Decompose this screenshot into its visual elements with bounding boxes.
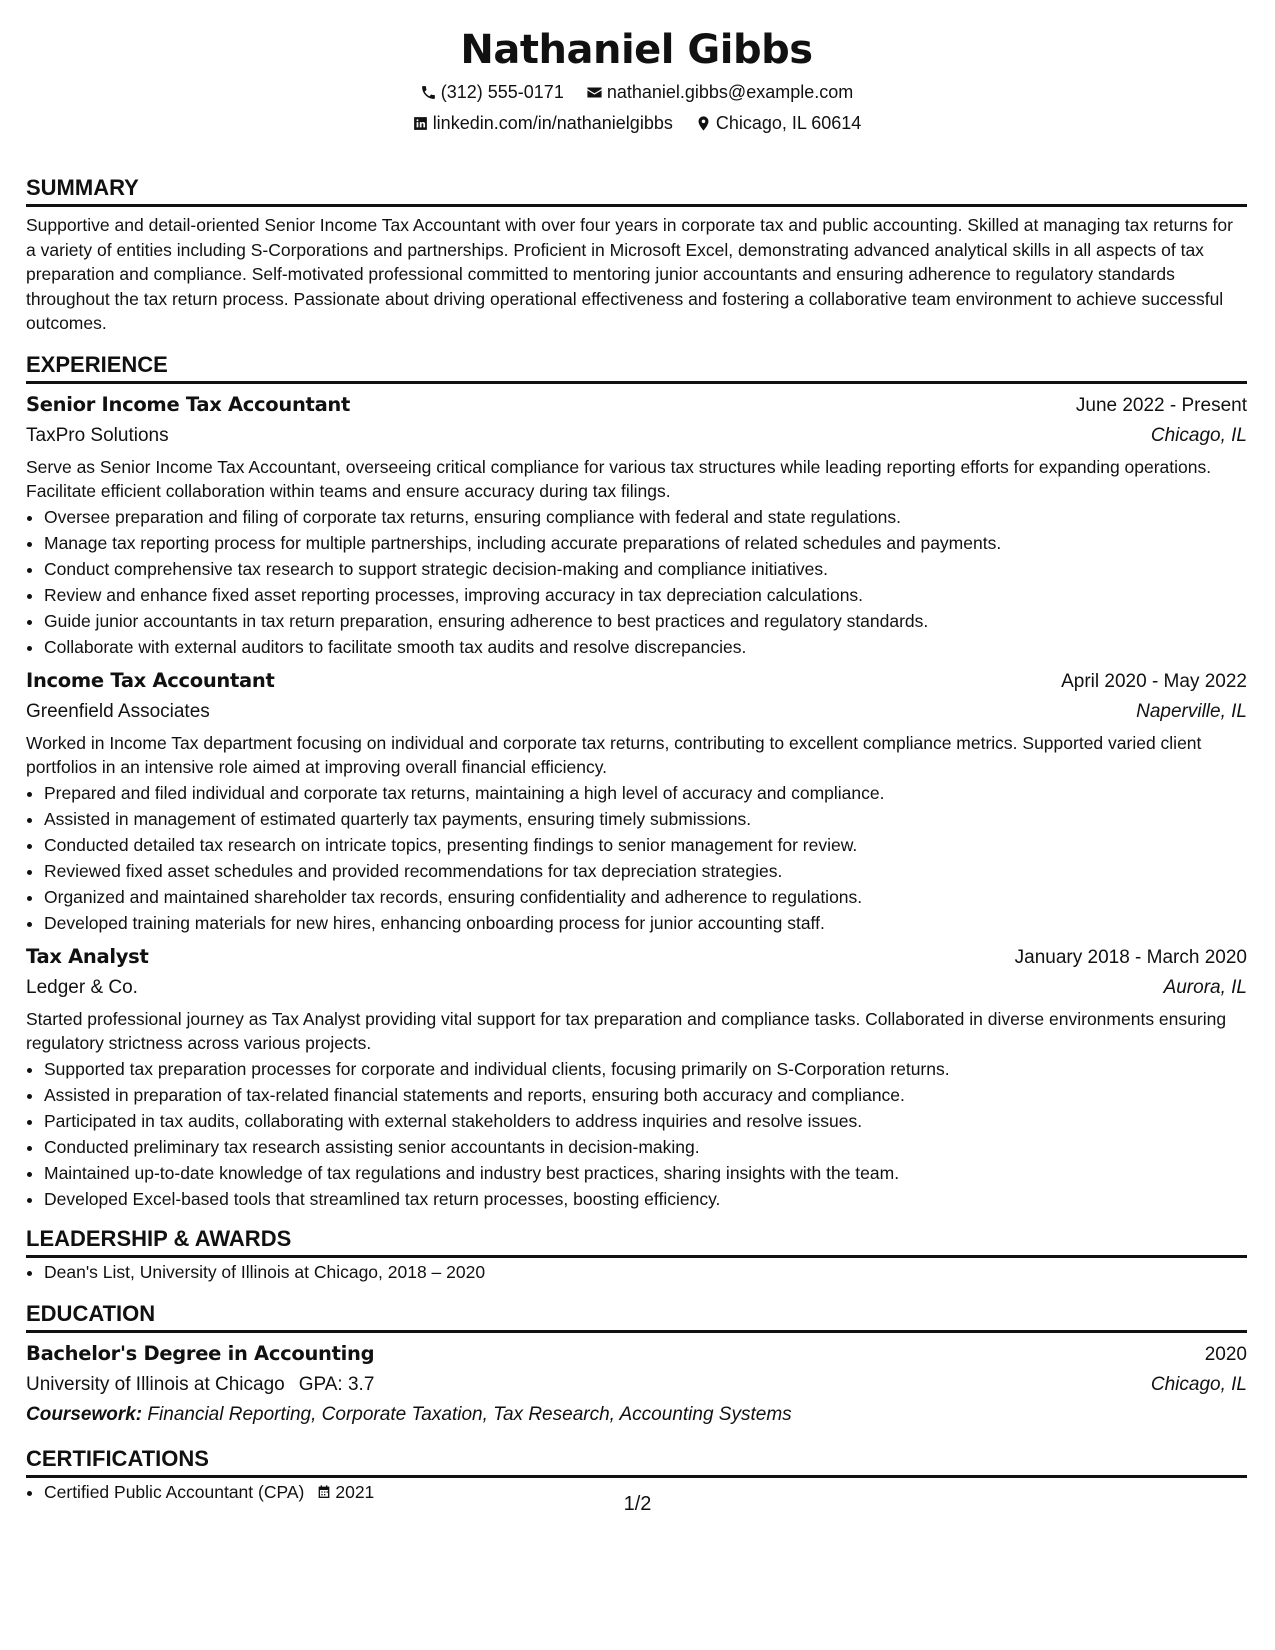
job-location: Naperville, IL [1136,700,1247,722]
email-item[interactable] [586,80,853,104]
job-dates: January 2018 - March 2020 [1014,946,1247,968]
certification-year: 2021 [335,1481,375,1502]
bullet-item: • Participated in tax audits, collaborating with external stakeholders to address inquiries and resolve issues. [44,1108,1247,1134]
school-line [26,1370,374,1400]
job-dates: June 2022 - Present [1075,394,1247,416]
job-dates: April 2020 - May 2022 [1061,670,1247,692]
job-title: Income Tax Accountant [26,668,275,692]
linkedin-item[interactable] [412,111,673,135]
leadership-list [26,1259,1247,1285]
location-item [695,111,861,135]
bullet-item: • Maintained up-to-date knowledge of tax regulations and industry best practices, sharing insights with the team. [44,1160,1247,1186]
map-pin-icon [695,115,712,132]
bullet-item: • Organized and maintained shareholder tax records, ensuring confidentiality and adherence to regulations. [44,884,1247,910]
job-description: Serve as Senior Income Tax Accountant, overseeing critical compliance for various tax structures while leading reporting efforts for expanding operations. Facilitate efficient collaboration within teams and ensure accuracy during tax filings. [26,456,1212,501]
bullet-item: • Assisted in preparation of tax-related financial statements and reports, ensuring both accuracy and compliance. [44,1082,1247,1108]
job-entry [26,666,1247,936]
bullet-item: • Oversee preparation and filing of corporate tax returns, ensuring compliance with federal and state regulations. [44,504,1247,530]
job-location: Aurora, IL [1163,976,1247,998]
candidate-name: Nathaniel Gibbs [460,27,813,73]
job-location: Chicago, IL [1150,424,1247,446]
bullet-item: • Prepared and filed individual and corporate tax returns, maintaining a high level of accuracy and compliance. [44,780,1247,806]
job-description: Worked in Income Tax department focusing on individual and corporate tax returns, contributing to excellent compliance metrics. Supported varied client portfolios in an intensive role aimed at improving overall financial efficiency. [26,732,1202,777]
bullet-item: • Developed training materials for new hires, enhancing onboarding process for junior accounting staff. [44,910,1247,936]
bullet-item: • Manage tax reporting process for multiple partnerships, including accurate preparations of related schedules and payments. [44,530,1247,556]
bullet-item: • Collaborate with external auditors to facilitate smooth tax audits and resolve discrepancies. [44,634,1247,660]
linkedin-link[interactable]: linkedin.com/in/nathanielgibbs [432,113,673,133]
graduation-year: 2020 [1204,1343,1247,1365]
section-title-leadership: LEADERSHIP & AWARDS [26,1226,1247,1258]
section-title-education: EDUCATION [26,1301,1247,1333]
phone-icon [420,84,437,101]
section-title-certifications: CERTIFICATIONS [26,1446,1247,1478]
contact-line-1 [26,80,1247,104]
certification-name: • Certified Public Accountant (CPA) [44,1481,305,1502]
phone-item [420,80,564,104]
job-company: TaxPro Solutions [26,424,169,446]
linkedin-icon [412,115,429,132]
bullet-item: • Conducted detailed tax research on intricate topics, presenting findings to senior management for review. [44,832,1247,858]
email-link[interactable]: nathaniel.gibbs@example.com [606,82,854,102]
job-company: Greenfield Associates [26,700,210,722]
job-title: Senior Income Tax Accountant [26,392,351,416]
bullet-item: • Supported tax preparation processes for corporate and individual clients, focusing primarily on S-Corporation returns. [44,1056,1247,1082]
job-entry [26,942,1247,1212]
section-title-experience: EXPERIENCE [26,352,1247,384]
envelope-icon [586,84,603,101]
job-description: Started professional journey as Tax Analyst providing vital support for tax preparation and compliance tasks. Collaborated in diverse environments ensuring regulatory strictness across various projects. [26,1008,1227,1053]
job-bullets [26,1056,1247,1212]
school-name: University of Illinois at Chicago [26,1373,285,1395]
page-number: 1/2 [623,1493,652,1515]
section-title-summary: SUMMARY [26,175,1247,207]
coursework-label: Coursework: [26,1403,143,1425]
summary-text: Supportive and detail-oriented Senior Income Tax Accountant with over four years in corporate tax and public accounting. Skilled at managing tax returns for a variety of entities including S-Corporations and partnerships. Proficient in Microsoft Excel, demonstrating advanced analytical skills in all aspects of tax preparation and compliance. Self-motivated professional committed to mentoring junior accountants and ensuring adherence to regulatory standards throughout the tax return process. Passionate about driving operational effectiveness and fostering a collaborative team environment to achieve successful outcomes. [26,215,1233,333]
education-entry [26,1339,1247,1430]
bullet-item: • Review and enhance fixed asset reporting processes, improving accuracy in tax depreciation calculations. [44,582,1247,608]
bullet-item: • Conduct comprehensive tax research to support strategic decision-making and compliance initiatives. [44,556,1247,582]
job-company: Ledger & Co. [26,976,138,998]
leadership-item: • Dean's List, University of Illinois at Chicago, 2018 – 2020 [44,1259,1247,1285]
degree: Bachelor's Degree in Accounting [26,1341,375,1365]
location-text: Chicago, IL 60614 [715,113,862,133]
coursework-list: Financial Reporting, Corporate Taxation, Tax Research, Accounting Systems [147,1403,792,1425]
job-bullets [26,780,1247,936]
resume-page [26,0,1247,1505]
bullet-item: • Reviewed fixed asset schedules and provided recommendations for tax depreciation strategies. [44,858,1247,884]
job-entry [26,390,1247,660]
school-location: Chicago, IL [1150,1373,1247,1395]
bullet-item: • Conducted preliminary tax research assisting senior accountants in decision-making. [44,1134,1247,1160]
bullet-item: • Developed Excel-based tools that streamlined tax return processes, boosting efficiency. [44,1186,1247,1212]
coursework-line [26,1400,1247,1430]
phone-text: (312) 555-0171 [440,82,564,102]
job-bullets [26,504,1247,660]
job-title: Tax Analyst [26,944,149,968]
bullet-item: • Guide junior accountants in tax return preparation, ensuring adherence to best practices and regulatory standards. [44,608,1247,634]
gpa: GPA: 3.7 [298,1373,375,1395]
bullet-item: • Assisted in management of estimated quarterly tax payments, ensuring timely submissions. [44,806,1247,832]
contact-line-2 [26,111,1247,135]
